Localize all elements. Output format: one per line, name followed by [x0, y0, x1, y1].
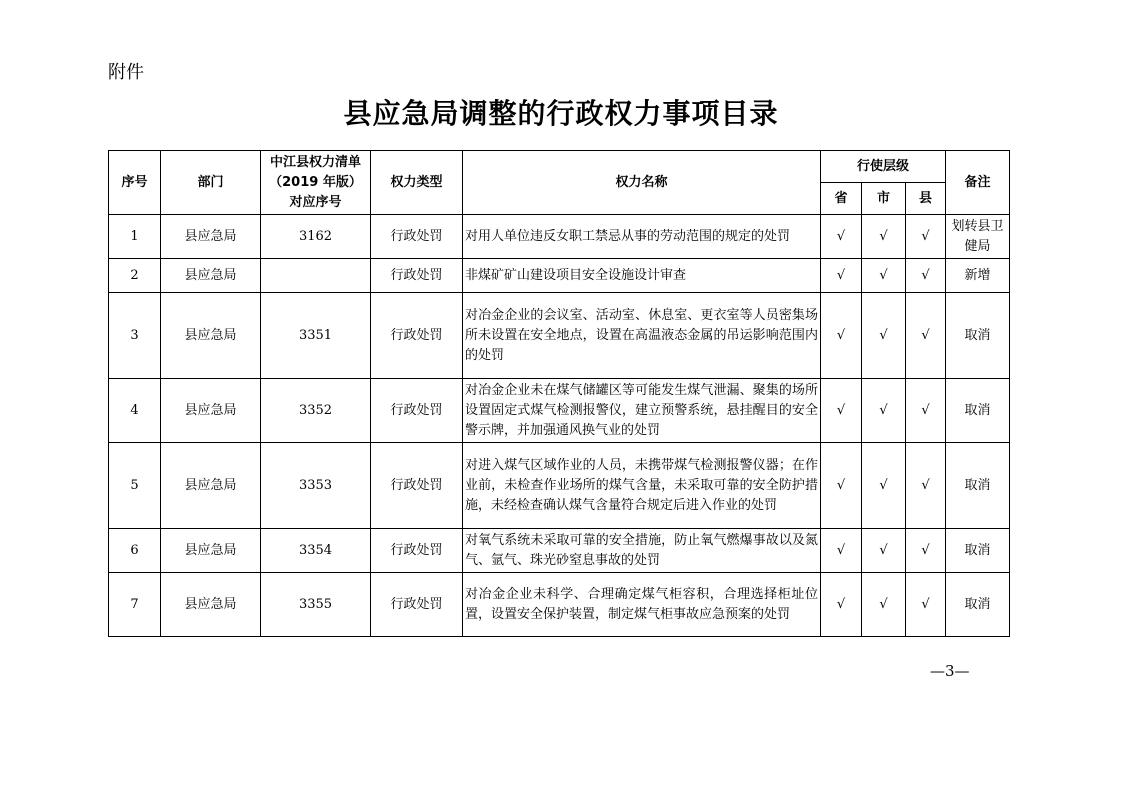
header-county: 县: [906, 183, 946, 215]
cell-dept: 县应急局: [161, 529, 261, 573]
cell-remark: 划转县卫健局: [946, 215, 1010, 259]
cell-remark: 取消: [946, 529, 1010, 573]
cell-province: √: [821, 259, 862, 293]
cell-name: 对冶金企业未科学、合理确定煤气柜容积，合理选择柜址位置，设置安全保护装置，制定煤气柜事故应急预案的处罚: [463, 573, 821, 637]
cell-list-no: [261, 259, 371, 293]
header-name: 权力名称: [463, 151, 821, 215]
cell-province: √: [821, 293, 862, 379]
header-province: 省: [821, 183, 862, 215]
cell-province: √: [821, 529, 862, 573]
cell-list-no: 3162: [261, 215, 371, 259]
cell-name: 对冶金企业未在煤气储罐区等可能发生煤气泄漏、聚集的场所设置固定式煤气检测报警仪，建立预警系统，悬挂醒目的安全警示牌，并加强通风换气业的处罚: [463, 379, 821, 443]
cell-type: 行政处罚: [371, 293, 463, 379]
cell-dept: 县应急局: [161, 379, 261, 443]
cell-list-no: 3354: [261, 529, 371, 573]
cell-dept: 县应急局: [161, 259, 261, 293]
cell-type: 行政处罚: [371, 215, 463, 259]
cell-county: √: [906, 293, 946, 379]
cell-name: 对用人单位违反女职工禁忌从事的劳动范围的规定的处罚: [463, 215, 821, 259]
cell-list-no: 3355: [261, 573, 371, 637]
cell-city: √: [862, 293, 906, 379]
cell-list-no: 3351: [261, 293, 371, 379]
attachment-label: 附件: [108, 62, 144, 83]
cell-city: √: [862, 215, 906, 259]
cell-type: 行政处罚: [371, 573, 463, 637]
table-row: [109, 293, 1010, 379]
cell-city: √: [862, 573, 906, 637]
cell-seq: 2: [109, 259, 161, 293]
cell-remark: 取消: [946, 573, 1010, 637]
cell-dept: 县应急局: [161, 573, 261, 637]
cell-county: √: [906, 573, 946, 637]
cell-county: √: [906, 529, 946, 573]
cell-city: √: [862, 529, 906, 573]
cell-province: √: [821, 215, 862, 259]
cell-city: √: [862, 379, 906, 443]
cell-remark: 取消: [946, 293, 1010, 379]
cell-remark: 新增: [946, 259, 1010, 293]
cell-county: √: [906, 379, 946, 443]
header-list-no: 中江县权力清单（2019 年版）对应序号: [261, 151, 371, 215]
cell-seq: 5: [109, 443, 161, 529]
header-level: 行使层级: [821, 151, 946, 183]
cell-seq: 1: [109, 215, 161, 259]
table-row: [109, 529, 1010, 573]
table-row: [109, 259, 1010, 293]
cell-county: √: [906, 259, 946, 293]
header-seq: 序号: [109, 151, 161, 215]
cell-seq: 3: [109, 293, 161, 379]
cell-dept: 县应急局: [161, 293, 261, 379]
cell-city: √: [862, 443, 906, 529]
cell-list-no: 3352: [261, 379, 371, 443]
header-remark: 备注: [946, 151, 1010, 215]
cell-dept: 县应急局: [161, 215, 261, 259]
cell-seq: 4: [109, 379, 161, 443]
cell-remark: 取消: [946, 379, 1010, 443]
cell-name: 对进入煤气区域作业的人员，未携带煤气检测报警仪器；在作业前，未检查作业场所的煤气含量，未采取可靠的安全防护措施，未经检查确认煤气含量符合规定后进入作业的处罚: [463, 443, 821, 529]
table-row: [109, 443, 1010, 529]
cell-county: √: [906, 443, 946, 529]
cell-name: 对冶金企业的会议室、活动室、休息室、更衣室等人员密集场所未设置在安全地点，设置在高温液态金属的吊运影响范围内的处罚: [463, 293, 821, 379]
cell-province: √: [821, 573, 862, 637]
cell-seq: 7: [109, 573, 161, 637]
header-city: 市: [862, 183, 906, 215]
header-type: 权力类型: [371, 151, 463, 215]
power-items-table: [108, 150, 1010, 637]
cell-name: 非煤矿矿山建设项目安全设施设计审查: [463, 259, 821, 293]
cell-dept: 县应急局: [161, 443, 261, 529]
cell-type: 行政处罚: [371, 443, 463, 529]
cell-name: 对氧气系统未采取可靠的安全措施，防止氧气燃爆事故以及氮气、氩气、珠光砂窒息事故的处罚: [463, 529, 821, 573]
cell-type: 行政处罚: [371, 529, 463, 573]
page-number: —3—: [930, 662, 970, 680]
document-title: 县应急局调整的行政权力事项目录: [343, 97, 779, 130]
table-row: [109, 215, 1010, 259]
header-dept: 部门: [161, 151, 261, 215]
cell-seq: 6: [109, 529, 161, 573]
cell-county: √: [906, 215, 946, 259]
table-row: [109, 379, 1010, 443]
cell-remark: 取消: [946, 443, 1010, 529]
cell-province: √: [821, 379, 862, 443]
cell-type: 行政处罚: [371, 379, 463, 443]
table-row: [109, 573, 1010, 637]
cell-list-no: 3353: [261, 443, 371, 529]
cell-province: √: [821, 443, 862, 529]
cell-city: √: [862, 259, 906, 293]
cell-type: 行政处罚: [371, 259, 463, 293]
